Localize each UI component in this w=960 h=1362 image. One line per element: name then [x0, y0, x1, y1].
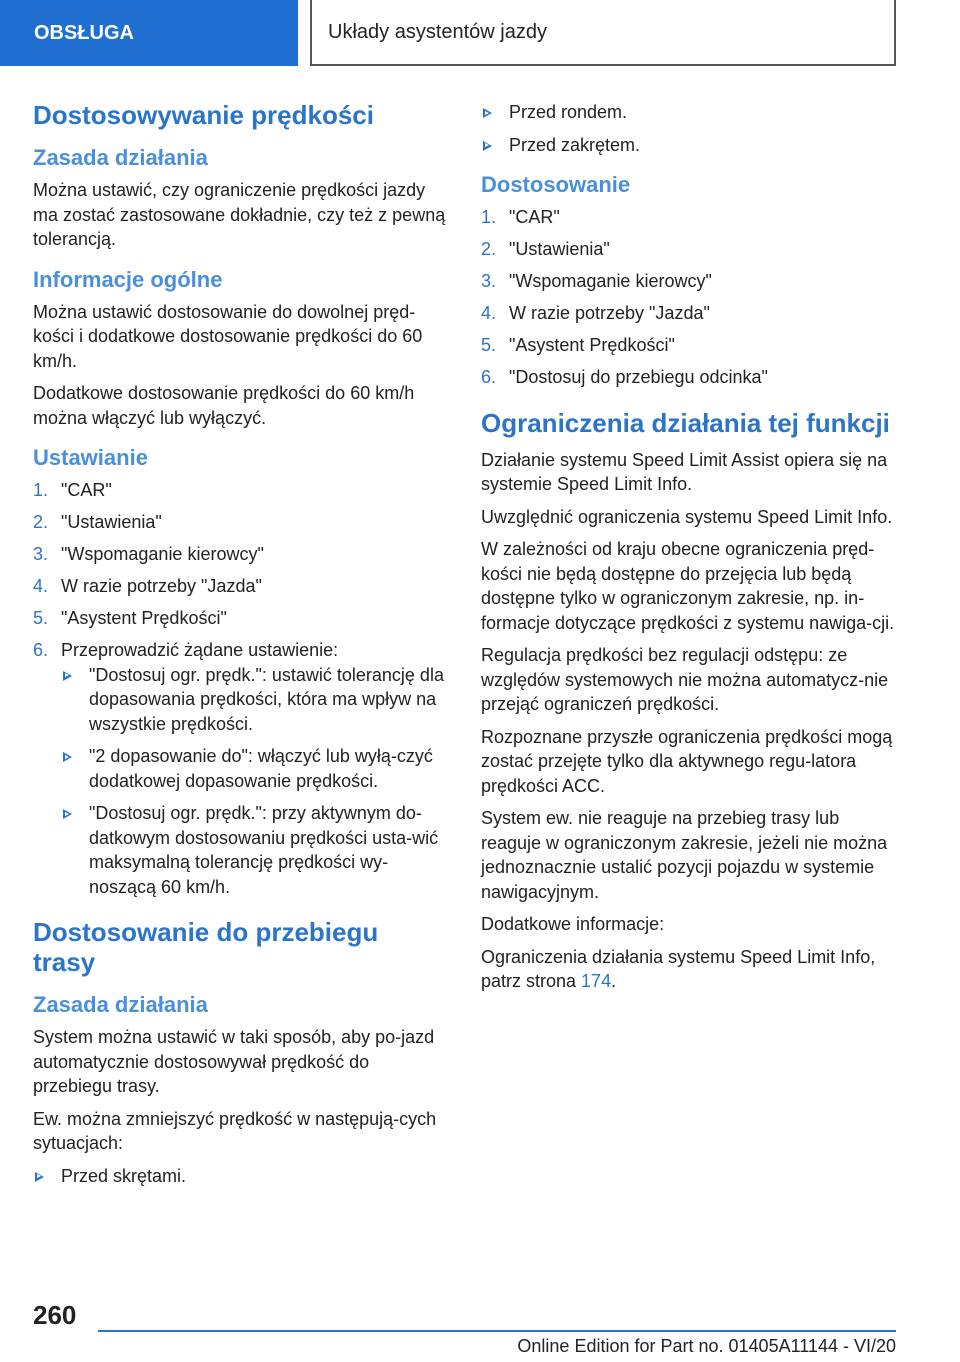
subsection-heading: Dostosowanie — [481, 172, 631, 197]
paragraph: System można ustawić w taki sposób, aby po‐jazd automatycznie dostosowywał prędkość do przebiegu trasy. — [33, 1027, 435, 1096]
paragraph-with-reference — [481, 945, 895, 994]
substep-text: "Dostosuj ogr. prędk.": ustawić tolerancję dla dopasowania prędkości, która ma wpływ na wszystkie prędkości. — [89, 664, 444, 734]
list-item — [481, 365, 895, 390]
step-text: "Asystent Prędkości" — [61, 608, 227, 628]
list-item — [481, 333, 895, 358]
list-item — [33, 478, 447, 503]
list-item — [481, 205, 895, 230]
list-item — [481, 301, 895, 326]
situation-text: Przed rondem. — [509, 102, 628, 122]
footer-divider — [98, 1330, 896, 1332]
situations-list-continued — [481, 100, 895, 157]
list-item — [33, 638, 447, 899]
step-number: 4. — [481, 303, 497, 323]
paragraph: Dodatkowe dostosowanie prędkości do 60 km/h można włączyć lub wyłączyć. — [33, 383, 415, 428]
triangle-bullet-icon — [63, 671, 72, 681]
step-text: "CAR" — [61, 480, 112, 500]
paragraph: Można ustawić dostosowanie do dowolnej pręd‐kości i dodatkowe dostosowanie prędkości do 60 km/h. — [33, 301, 423, 371]
steps-list — [33, 478, 447, 899]
subsection-heading: Informacje ogólne — [33, 266, 223, 292]
paragraph: W zależności od kraju obecne ograniczenia pręd‐kości nie będą dostępne do przejęcia lub będą dostępne tylko w ograniczonym zakresie, np. in‐formacje dotyczące prędkości z systemu nawiga‐cji. — [481, 539, 895, 633]
section-title: Dostosowanie do przebiegu trasy — [33, 917, 379, 977]
list-item — [481, 237, 895, 262]
situation-text: Przed zakrętem. — [509, 134, 641, 155]
reference-text: Ograniczenia działania systemu Speed Limit Info, patrz strona — [481, 946, 876, 991]
list-item — [481, 100, 895, 125]
substeps-list — [61, 663, 447, 900]
step-text: "Dostosuj do przebiegu odcinka" — [509, 367, 768, 387]
paragraph: Dodatkowe informacje: — [481, 914, 665, 934]
step-text: "Ustawienia" — [61, 512, 162, 532]
substep-text: "2 dopasowanie do": włączyć lub wyłą‐czyć dodatkowej dopasowanie prędkości. — [89, 746, 433, 791]
step-number: 1. — [481, 207, 497, 227]
step-number: 4. — [33, 576, 49, 596]
section-tab — [0, 0, 298, 66]
paragraph: Rozpoznane przyszłe ograniczenia prędkości mogą zostać przejęte tylko dla aktywnego regu‐latora prędkości ACC. — [481, 726, 893, 796]
step-number: 3. — [33, 544, 49, 564]
section-title: Ograniczenia działania tej funkcji — [481, 407, 890, 438]
list-item — [33, 542, 447, 567]
paragraph: Można ustawić, czy ograniczenie prędkości jazdy ma zostać zastosowane dokładnie, czy też z pewną tolerancją. — [33, 180, 446, 249]
step-number: 2. — [481, 239, 497, 259]
step-text: "Wspomaganie kierowcy" — [61, 544, 264, 564]
substep-text: "Dostosuj ogr. prędk.": przy aktywnym do‐datkowym dostosowaniu prędkości usta‐wić maksymalną tolerancję prędkości wy‐noszącą 60 km/h. — [89, 803, 439, 897]
list-item — [481, 269, 895, 294]
page-header — [0, 0, 960, 66]
page-reference-link[interactable]: 174 — [581, 971, 612, 991]
triangle-bullet-icon — [483, 141, 492, 151]
edition-info: Online Edition for Part no. 01405A11144 - VI/20 — [517, 1336, 896, 1356]
paragraph: Uwzględnić ograniczenia systemu Speed Limit Info. — [481, 506, 893, 527]
triangle-bullet-icon — [483, 108, 492, 118]
list-item — [481, 133, 895, 158]
section-title: Dostosowywanie prędkości — [33, 100, 374, 130]
list-item — [33, 574, 447, 599]
list-item — [61, 801, 447, 899]
step-text: "Wspomaganie kierowcy" — [509, 271, 712, 291]
left-column — [33, 100, 447, 1196]
chapter-label: Układy asystentów jazdy — [328, 20, 547, 43]
list-item — [61, 744, 447, 793]
step-text: "Asystent Prędkości" — [509, 335, 675, 355]
situation-text: Przed skrętami. — [61, 1165, 187, 1186]
section-label: OBSŁUGA — [34, 21, 134, 44]
paragraph: Ew. można zmniejszyć prędkość w następują‐cych sytuacjach: — [33, 1108, 437, 1153]
page-number: 260 — [33, 1300, 77, 1330]
subsection-heading: Ustawianie — [33, 445, 148, 470]
step-number: 3. — [481, 271, 497, 291]
steps-list — [481, 205, 895, 390]
paragraph: Regulacja prędkości bez regulacji odstępu: ze względów systemowych nie można automatycz‐nie przejąć ograniczeń prędkości. — [481, 645, 889, 714]
triangle-bullet-icon — [63, 752, 72, 762]
chapter-tab — [310, 0, 896, 66]
triangle-bullet-icon — [35, 1172, 44, 1182]
list-item — [33, 1164, 447, 1189]
step-number: 5. — [481, 335, 497, 355]
paragraph: Działanie systemu Speed Limit Assist opiera się na systemie Speed Limit Info. — [481, 449, 888, 494]
step-number: 5. — [33, 608, 49, 628]
list-item — [33, 606, 447, 631]
situations-list — [33, 1164, 447, 1189]
reference-end: . — [611, 971, 617, 991]
list-item — [61, 663, 447, 737]
step-number: 2. — [33, 512, 49, 532]
step-text: Przeprowadzić żądane ustawienie: — [61, 640, 339, 660]
step-number: 1. — [33, 480, 49, 500]
triangle-bullet-icon — [63, 809, 72, 819]
step-number: 6. — [33, 640, 49, 660]
list-item — [33, 510, 447, 535]
right-column — [481, 100, 895, 1002]
subsection-heading: Zasada działania — [33, 992, 208, 1017]
step-number: 6. — [481, 367, 497, 387]
subsection-heading: Zasada działania — [33, 145, 208, 170]
step-text: "Ustawienia" — [509, 239, 610, 259]
step-text: W razie potrzeby "Jazda" — [509, 303, 710, 323]
step-text: W razie potrzeby "Jazda" — [61, 576, 262, 596]
paragraph: System ew. nie reaguje na przebieg trasy lub reaguje w ograniczonym zakresie, jeżeli nie można jednoznacznie ustalić pozycji pojazdu w systemie nawigacyjnym. — [481, 808, 888, 902]
step-text: "CAR" — [509, 207, 560, 227]
